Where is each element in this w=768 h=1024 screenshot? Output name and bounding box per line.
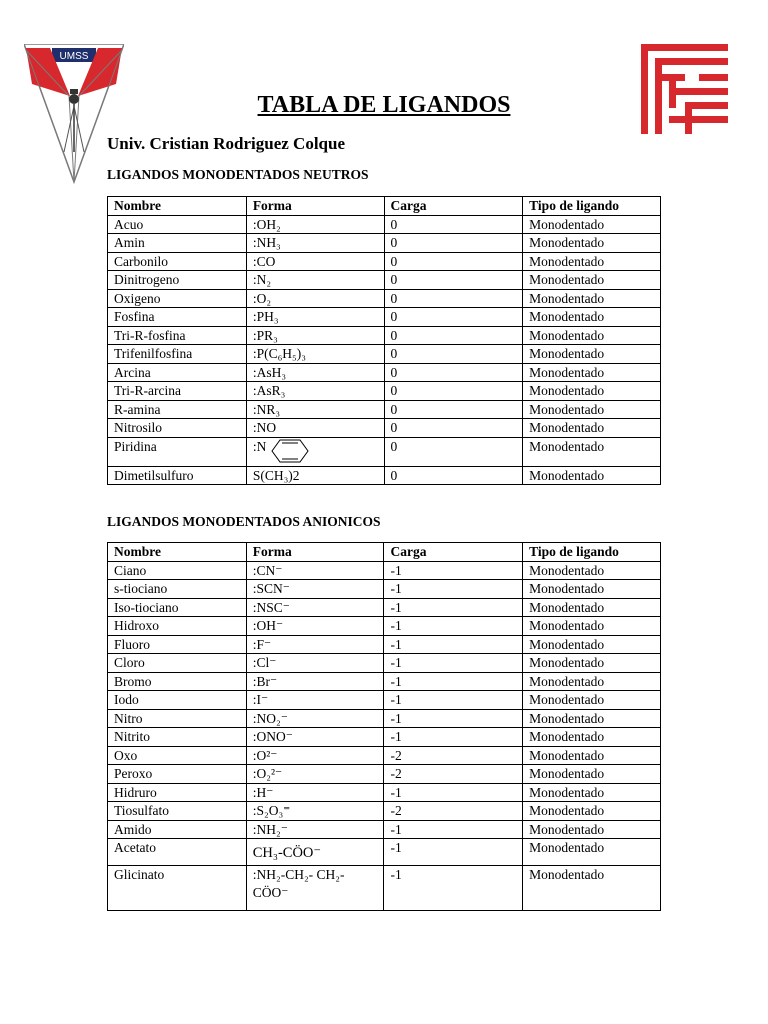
cell-carga-text: -2 [390, 803, 402, 818]
cell-nombre [108, 326, 247, 345]
cell-nombre [108, 672, 247, 691]
cell-nombre-text: Hidruro [114, 784, 157, 800]
cell-nombre [108, 308, 247, 327]
table-row [108, 419, 661, 438]
cell-forma-text: :F⁻ [252, 636, 272, 652]
cell-carga-text: 0 [390, 383, 398, 398]
table-row [108, 709, 661, 728]
cell-carga-text: -1 [390, 673, 402, 689]
cell-nombre-text: Acuo [114, 216, 144, 232]
cell-forma [246, 215, 384, 234]
cell-carga-text: 0 [390, 290, 398, 306]
cell-forma-text: :PR₃ [252, 327, 278, 343]
cell-carga-text: -2 [390, 747, 402, 763]
cell-forma [246, 746, 384, 765]
table-row [108, 580, 661, 599]
cell-forma [246, 635, 384, 654]
cell-nombre [108, 215, 247, 234]
cell-carga [384, 820, 523, 839]
cell-nombre [108, 252, 247, 271]
cell-carga [384, 765, 523, 784]
cell-carga-text: 0 [390, 401, 398, 417]
cell-nombre [108, 419, 247, 438]
cell-carga-text: -1 [390, 840, 402, 855]
cell-carga-text: -1 [390, 867, 402, 882]
cell-nombre-text: Cloro [114, 655, 145, 670]
cell-nombre [108, 783, 247, 802]
cell-tipo-text: Monodentado [529, 867, 605, 882]
cell-forma [246, 363, 384, 382]
cell-forma-text: :ONO⁻ [252, 729, 293, 744]
cell-carga-text: 0 [390, 216, 398, 232]
cell-carga [384, 326, 523, 345]
cell-tipo-text: Monodentado [529, 383, 605, 398]
cell-carga [384, 271, 523, 290]
page-title: TABLA DE LIGANDOS [257, 92, 511, 118]
cell-carga [384, 437, 523, 466]
cell-forma [246, 400, 384, 419]
cell-forma-text: :NR₃ [252, 401, 281, 417]
cell-carga-text: 0 [390, 327, 398, 343]
cell-forma [246, 561, 384, 580]
cell-nombre [108, 839, 247, 866]
cell-forma [246, 345, 384, 364]
cell-nombre [108, 400, 247, 419]
cell-forma [246, 839, 384, 866]
table-row [108, 363, 661, 382]
section-heading-neutros: LIGANDOS MONODENTADOS NEUTROS [107, 167, 369, 182]
cell-tipo-text: Monodentado [529, 309, 605, 324]
cell-tipo [523, 839, 661, 866]
cell-forma [246, 289, 384, 308]
cell-nombre-text: Carbonilo [114, 253, 168, 269]
cell-carga-text: -1 [390, 729, 402, 744]
cell-tipo-text: Monodentado [529, 327, 605, 343]
column-header: Nombre [108, 197, 247, 216]
cell-tipo [523, 437, 661, 466]
cell-nombre [108, 271, 247, 290]
cell-nombre-text: Fosfina [114, 309, 155, 324]
cell-forma-text: :N [252, 438, 267, 454]
table-row [108, 802, 661, 821]
cell-tipo-text: Monodentado [529, 272, 605, 287]
table-row [108, 617, 661, 636]
cell-forma-text: CH₃-CÖO⁻ [252, 845, 322, 861]
cell-tipo [523, 289, 661, 308]
cell-tipo-text: Monodentado [529, 840, 605, 855]
table-row [108, 437, 661, 466]
cell-nombre [108, 820, 247, 839]
cell-carga [384, 709, 523, 728]
cell-forma-text: :O₂²⁻ [252, 766, 283, 781]
cell-nombre-text: R-amina [114, 401, 161, 417]
cell-nombre-text: Oxo [114, 747, 138, 763]
cell-forma-text: :NH₂⁻ [252, 821, 288, 837]
cell-forma-text: :OH⁻ [252, 618, 284, 633]
cell-carga-text: -1 [390, 784, 402, 800]
table-row [108, 234, 661, 253]
cell-carga-text: 0 [390, 420, 398, 435]
cell-forma [246, 728, 384, 747]
column-header: Carga [384, 197, 523, 216]
cell-tipo-text: Monodentado [529, 420, 605, 435]
cell-tipo-text: Monodentado [529, 747, 605, 763]
table-neutros [107, 196, 661, 485]
column-header: Nombre [108, 543, 247, 562]
table-row [108, 466, 661, 485]
cell-tipo [523, 598, 661, 617]
cell-forma [246, 326, 384, 345]
cell-forma [246, 234, 384, 253]
cell-tipo [523, 234, 661, 253]
cell-forma [246, 709, 384, 728]
column-header: Tipo de ligando [523, 197, 661, 216]
cell-carga [384, 783, 523, 802]
cell-tipo-text: Monodentado [529, 253, 605, 269]
cell-forma-text: :NH₃ [252, 235, 281, 250]
cell-carga [384, 839, 523, 866]
cell-nombre-text: Dimetilsulfuro [114, 467, 194, 483]
cell-tipo-text: Monodentado [529, 438, 605, 454]
cell-tipo [523, 345, 661, 364]
cell-forma-text: :PH₃ [252, 309, 279, 324]
cell-nombre [108, 709, 247, 728]
cell-nombre [108, 345, 247, 364]
cell-forma-text: :NH₂-CH₂- CH₂-CÖO⁻ [252, 867, 345, 900]
cell-carga [384, 561, 523, 580]
cell-nombre [108, 654, 247, 673]
table-header-row [108, 543, 661, 562]
cell-nombre-text: Nitro [114, 710, 143, 726]
cell-carga-text: -1 [390, 821, 402, 837]
cell-carga [384, 308, 523, 327]
cell-carga [384, 691, 523, 710]
cell-tipo [523, 654, 661, 673]
cell-carga-text: -1 [390, 618, 402, 633]
cell-forma-text: :AsH₃ [252, 364, 287, 380]
cell-nombre-text: Hidroxo [114, 618, 159, 633]
cell-tipo [523, 728, 661, 747]
section-heading-anionicos: LIGANDOS MONODENTADOS ANIONICOS [107, 514, 381, 529]
umss-logo-text: UMSS [59, 51, 89, 62]
cell-carga [384, 234, 523, 253]
cell-nombre-text: Tri-R-fosfina [114, 327, 186, 343]
cell-nombre-text: Fluoro [114, 636, 151, 652]
cell-forma-text: :Br⁻ [252, 673, 278, 689]
cell-forma [246, 598, 384, 617]
table-row [108, 400, 661, 419]
cell-tipo [523, 746, 661, 765]
cell-forma [246, 654, 384, 673]
cell-forma-text: :CO [252, 253, 276, 269]
table-row [108, 820, 661, 839]
cell-forma-text: :NSC⁻ [252, 599, 290, 615]
cell-tipo [523, 326, 661, 345]
cell-forma [246, 308, 384, 327]
cell-carga-text: -1 [390, 710, 402, 726]
cell-carga [384, 617, 523, 636]
cell-forma [246, 802, 384, 821]
cell-tipo-text: Monodentado [529, 673, 605, 689]
column-header: Carga [384, 543, 523, 562]
cell-nombre-text: Bromo [114, 673, 152, 689]
cell-tipo [523, 765, 661, 784]
cell-tipo [523, 672, 661, 691]
cell-carga-text: 0 [390, 364, 398, 380]
cell-tipo-text: Monodentado [529, 655, 605, 670]
cell-nombre [108, 382, 247, 401]
cell-carga-text: 0 [390, 309, 398, 324]
table-row [108, 635, 661, 654]
cell-carga [384, 345, 523, 364]
cell-nombre [108, 746, 247, 765]
table-row [108, 345, 661, 364]
cell-carga-text: -1 [390, 636, 402, 652]
cell-carga [384, 466, 523, 485]
cell-tipo-text: Monodentado [529, 729, 605, 744]
cell-nombre-text: Amido [114, 821, 152, 837]
cell-forma [246, 765, 384, 784]
cell-tipo [523, 382, 661, 401]
cell-tipo-text: Monodentado [529, 821, 605, 837]
table-row [108, 783, 661, 802]
cell-carga [384, 580, 523, 599]
cell-forma [246, 271, 384, 290]
cell-nombre [108, 802, 247, 821]
cell-nombre-text: Ciano [114, 562, 147, 578]
cell-carga-text: 0 [390, 272, 398, 287]
cell-carga [384, 252, 523, 271]
cell-carga [384, 382, 523, 401]
cell-tipo [523, 271, 661, 290]
cell-carga-text: -1 [390, 599, 402, 615]
cell-tipo [523, 617, 661, 636]
cell-nombre [108, 234, 247, 253]
cell-carga [384, 215, 523, 234]
table-row [108, 866, 661, 911]
cell-nombre-text: Glicinato [114, 867, 165, 882]
cell-nombre-text: Acetato [114, 840, 156, 855]
cell-forma [246, 437, 384, 466]
cell-tipo-text: Monodentado [529, 346, 605, 361]
table-row [108, 308, 661, 327]
cell-nombre [108, 437, 247, 466]
cell-nombre-text: Amin [114, 235, 145, 250]
cell-carga [384, 728, 523, 747]
column-header: Forma [246, 543, 384, 562]
table-header-row [108, 197, 661, 216]
cell-nombre [108, 466, 247, 485]
cell-carga [384, 419, 523, 438]
column-header: Forma [246, 197, 384, 216]
table-row [108, 598, 661, 617]
cell-forma [246, 820, 384, 839]
cell-forma-text: :O₂ [252, 290, 272, 306]
table-row [108, 746, 661, 765]
cell-forma-text: :OH₂ [252, 216, 281, 232]
cell-tipo-text: Monodentado [529, 599, 605, 615]
cell-tipo-text: Monodentado [529, 401, 605, 417]
cell-nombre-text: Nitrito [114, 729, 150, 744]
cell-forma-text: :AsR₃ [252, 383, 286, 398]
cell-forma [246, 866, 384, 911]
cell-carga-text: -1 [390, 655, 402, 670]
cell-carga [384, 802, 523, 821]
table-row [108, 839, 661, 866]
cell-tipo [523, 635, 661, 654]
cell-tipo-text: Monodentado [529, 636, 605, 652]
cell-tipo-text: Monodentado [529, 710, 605, 726]
cell-tipo-text: Monodentado [529, 235, 605, 250]
cell-carga-text: -2 [390, 766, 402, 781]
table-row [108, 382, 661, 401]
cell-tipo [523, 363, 661, 382]
cell-nombre [108, 580, 247, 599]
table-row [108, 561, 661, 580]
cell-tipo [523, 691, 661, 710]
cell-nombre [108, 728, 247, 747]
author-name: Univ. Cristian Rodriguez Colque [107, 134, 346, 153]
cell-tipo-text: Monodentado [529, 290, 605, 306]
cell-tipo [523, 215, 661, 234]
cell-tipo-text: Monodentado [529, 364, 605, 380]
cell-forma-text: :NO₂⁻ [252, 710, 288, 726]
cell-carga-text: -1 [390, 581, 402, 596]
cell-carga [384, 289, 523, 308]
cell-carga-text: 0 [390, 438, 398, 454]
cell-carga-text: 0 [390, 467, 398, 483]
cell-forma-text: S(CH₃)2 [252, 467, 300, 483]
cell-forma [246, 617, 384, 636]
cell-carga [384, 654, 523, 673]
cell-tipo-text: Monodentado [529, 618, 605, 633]
cell-tipo-text: Monodentado [529, 562, 605, 578]
cell-nombre [108, 691, 247, 710]
cell-tipo-text: Monodentado [529, 803, 605, 818]
cell-tipo [523, 466, 661, 485]
cell-forma [246, 382, 384, 401]
cell-forma [246, 691, 384, 710]
cell-carga [384, 635, 523, 654]
faculty-logo [641, 44, 728, 134]
cell-carga [384, 866, 523, 911]
cell-carga-text: 0 [390, 253, 398, 269]
cell-carga [384, 598, 523, 617]
cell-tipo [523, 419, 661, 438]
cell-forma-text: :CN⁻ [252, 562, 283, 578]
cell-nombre-text: Peroxo [114, 766, 153, 781]
table-row [108, 289, 661, 308]
cell-forma-text: :P(C₆H₅)₃ [252, 346, 306, 361]
table-row [108, 654, 661, 673]
table-row [108, 728, 661, 747]
cell-forma-text: :SCN⁻ [252, 581, 290, 596]
cell-carga [384, 400, 523, 419]
cell-tipo [523, 400, 661, 419]
cell-tipo [523, 783, 661, 802]
cell-nombre-text: Arcina [114, 364, 151, 380]
cell-nombre [108, 289, 247, 308]
cell-forma-text: :NO [252, 420, 277, 435]
cell-forma-text: :I⁻ [252, 692, 269, 707]
cell-nombre-text: Iodo [114, 692, 139, 707]
cell-tipo-text: Monodentado [529, 692, 605, 707]
column-header: Tipo de ligando [523, 543, 661, 562]
cell-nombre [108, 561, 247, 580]
cell-tipo [523, 866, 661, 911]
cell-carga [384, 672, 523, 691]
cell-forma [246, 419, 384, 438]
cell-nombre [108, 598, 247, 617]
cell-tipo-text: Monodentado [529, 784, 605, 800]
cell-nombre-text: Piridina [114, 438, 157, 454]
table-row [108, 672, 661, 691]
cell-nombre-text: Dinitrogeno [114, 272, 180, 287]
table-row [108, 765, 661, 784]
table-anionicos [107, 542, 661, 911]
cell-nombre [108, 765, 247, 784]
cell-forma [246, 672, 384, 691]
cell-nombre-text: s-tiociano [114, 581, 168, 596]
cell-carga [384, 363, 523, 382]
cell-nombre [108, 363, 247, 382]
cell-tipo [523, 561, 661, 580]
cell-nombre-text: Oxigeno [114, 290, 161, 306]
table-row [108, 252, 661, 271]
cell-tipo-text: Monodentado [529, 766, 605, 781]
cell-tipo [523, 802, 661, 821]
cell-nombre [108, 617, 247, 636]
cell-forma-text: :N₂ [252, 272, 272, 287]
cell-nombre-text: Tri-R-arcina [114, 383, 181, 398]
cell-carga-text: 0 [390, 346, 398, 361]
table-row [108, 271, 661, 290]
cell-nombre-text: Trifenilfosfina [114, 346, 193, 361]
cell-tipo [523, 580, 661, 599]
cell-forma [246, 783, 384, 802]
table-row [108, 215, 661, 234]
cell-nombre-text: Iso-tiociano [114, 599, 179, 615]
cell-tipo [523, 820, 661, 839]
table-row [108, 326, 661, 345]
cell-nombre [108, 635, 247, 654]
table-row [108, 691, 661, 710]
cell-forma [246, 580, 384, 599]
cell-carga [384, 746, 523, 765]
cell-forma-text: :O²⁻ [252, 747, 278, 763]
cell-carga-text: -1 [390, 562, 402, 578]
cell-tipo [523, 709, 661, 728]
cell-nombre [108, 866, 247, 911]
cell-tipo [523, 308, 661, 327]
cell-forma [246, 252, 384, 271]
cell-nombre-text: Nitrosilo [114, 420, 163, 435]
cell-forma-text: :Cl⁻ [252, 655, 277, 670]
cell-tipo [523, 252, 661, 271]
cell-carga-text: -1 [390, 692, 402, 707]
cell-tipo-text: Monodentado [529, 467, 605, 483]
pyridine-ring-icon [270, 438, 310, 464]
cell-nombre-text: Tiosulfato [114, 803, 170, 818]
cell-tipo-text: Monodentado [529, 216, 605, 232]
cell-forma-text: :H⁻ [252, 784, 274, 800]
cell-tipo-text: Monodentado [529, 581, 605, 596]
cell-carga-text: 0 [390, 235, 398, 250]
cell-forma-text: :S₂O₃⁼ [252, 803, 291, 818]
cell-forma [246, 466, 384, 485]
